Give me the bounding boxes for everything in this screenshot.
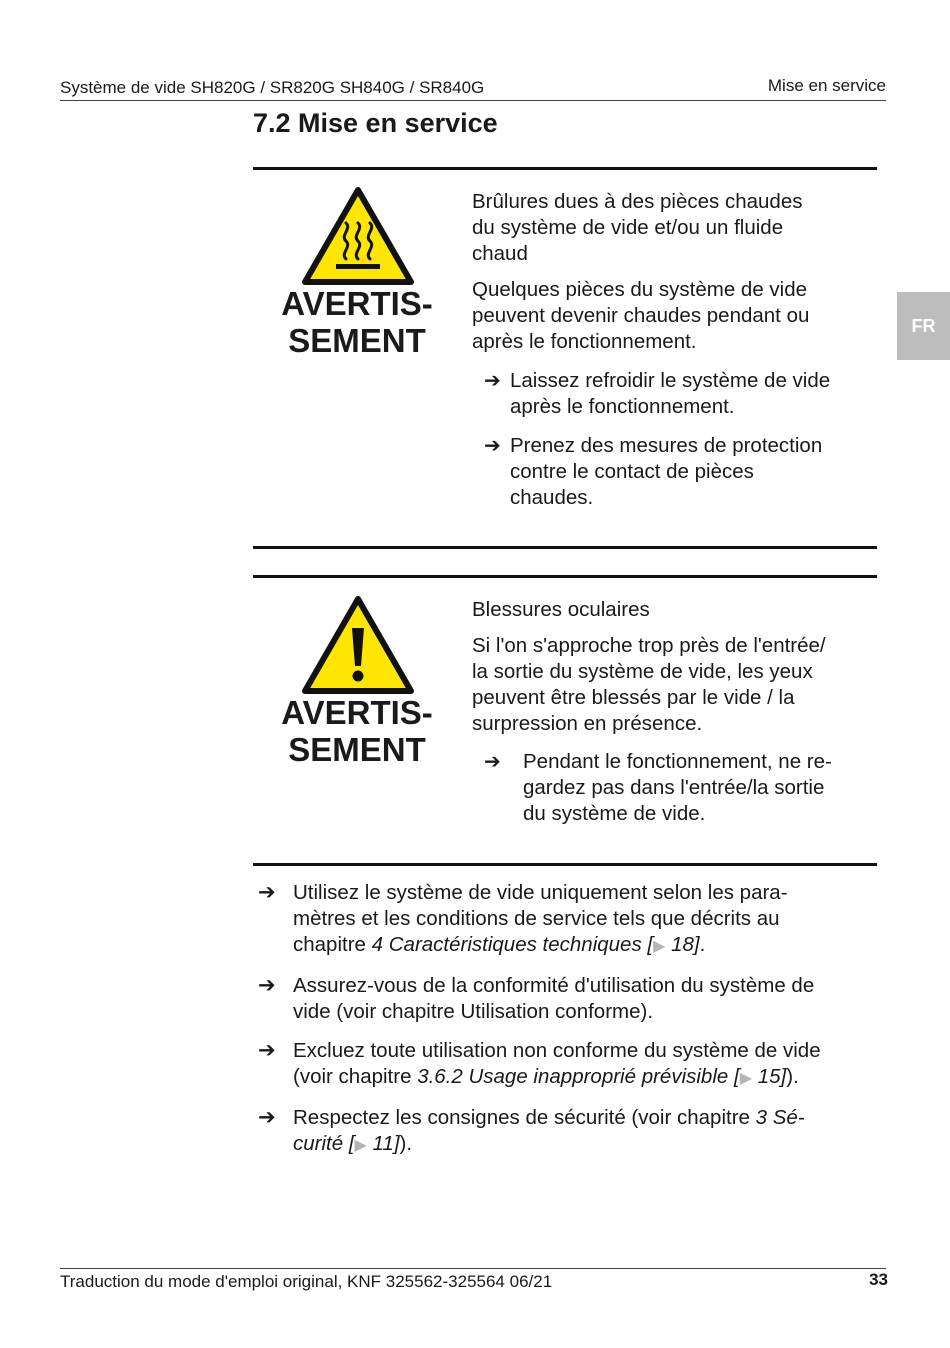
hazard-description: Si l'on s'approche trop près de l'entrée/ la sortie du système de vide, les yeux peuvent être blessés par le vide / la surpression en présence. — [472, 634, 826, 735]
general-warning-icon — [302, 596, 414, 694]
hazard-title: Blessures oculaires — [472, 598, 650, 621]
list-item: ➔ Excluez toute utilisation non conforme du système de vide (voir chapitre 3.6.2 Usage inapproprié prévisible [▶ 15]). — [258, 1039, 821, 1088]
document-header-title: Système de vide SH820G / SR820G SH840G / SR840G — [60, 78, 485, 97]
warning-bottom-rule — [253, 863, 877, 866]
chapter-reference-link[interactable]: 4 Caractéristiques techniques [ — [371, 933, 654, 956]
action-step: ➔ Laissez refroidir le système de vide après le fonctionnement. — [484, 369, 831, 418]
footer-text: Traduction du mode d'emploi original, KNF 325562-325564 06/21 — [60, 1272, 553, 1291]
signal-word-line: AVERTIS- — [281, 694, 433, 731]
arrow-right-icon: ➔ — [258, 1039, 276, 1062]
hot-surface-warning-icon — [302, 187, 414, 285]
arrow-right-icon: ➔ — [484, 370, 501, 392]
hazard-description: Quelques pièces du système de vide peuvent devenir chaudes pendant ou après le fonctionnement. — [472, 278, 810, 353]
arrow-right-icon: ➔ — [258, 1106, 276, 1129]
header-section-name: Mise en service — [767, 76, 886, 95]
list-item: ➔ Utilisez le système de vide uniquement selon les para- mètres et les conditions de service tels que décrits au chapitre 4 Caractéristiques techniques [▶ 18]. — [258, 881, 788, 956]
warning-top-rule — [253, 575, 877, 578]
instruction-list — [258, 880, 878, 1172]
section-title: 7.2 Mise en service — [253, 108, 498, 138]
language-tab: FR — [897, 292, 950, 360]
signal-word-line: SEMENT — [288, 322, 426, 359]
arrow-right-icon: ➔ — [258, 881, 276, 904]
warning-bottom-rule — [253, 546, 877, 549]
warning-text-block — [472, 597, 872, 737]
signal-word — [257, 285, 457, 359]
chapter-reference-link[interactable]: 3 Sé- — [755, 1106, 805, 1129]
warning-top-rule — [253, 167, 877, 170]
warning-text-block — [472, 189, 872, 355]
signal-word-line: AVERTIS- — [281, 285, 433, 322]
page-reference-icon: ▶ — [354, 1137, 367, 1154]
hazard-title: Brûlures dues à des pièces chaudes du système de vide et/ou un fluide chaud — [472, 190, 803, 265]
arrow-right-icon: ➔ — [484, 751, 501, 773]
signal-word-line: SEMENT — [288, 731, 426, 768]
list-item: ➔ Respectez les consignes de sécurité (voir chapitre 3 Sé- curité [▶ 11]). — [258, 1106, 805, 1155]
chapter-reference-link[interactable]: 3.6.2 Usage inapproprié prévisible [ — [417, 1065, 740, 1088]
list-item: ➔ Assurez-vous de la conformité d'utilisation du système de vide (voir chapitre Utilisation conforme). — [258, 974, 815, 1023]
page-number: 33 — [869, 1270, 888, 1289]
footer-divider — [60, 1268, 886, 1269]
chapter-reference-link[interactable]: curité [ — [293, 1132, 355, 1155]
page-reference-icon: ▶ — [739, 1070, 752, 1087]
page-reference-icon: ▶ — [653, 938, 666, 955]
arrow-right-icon: ➔ — [484, 435, 501, 457]
arrow-right-icon: ➔ — [258, 974, 276, 997]
action-step: ➔ Pendant le fonctionnement, ne re- gardez pas dans l'entrée/la sortie du système de vide. — [484, 750, 832, 825]
signal-word — [257, 694, 457, 768]
action-step: ➔ Prenez des mesures de protection contre le contact de pièces chaudes. — [484, 434, 823, 509]
header-divider — [60, 100, 886, 101]
